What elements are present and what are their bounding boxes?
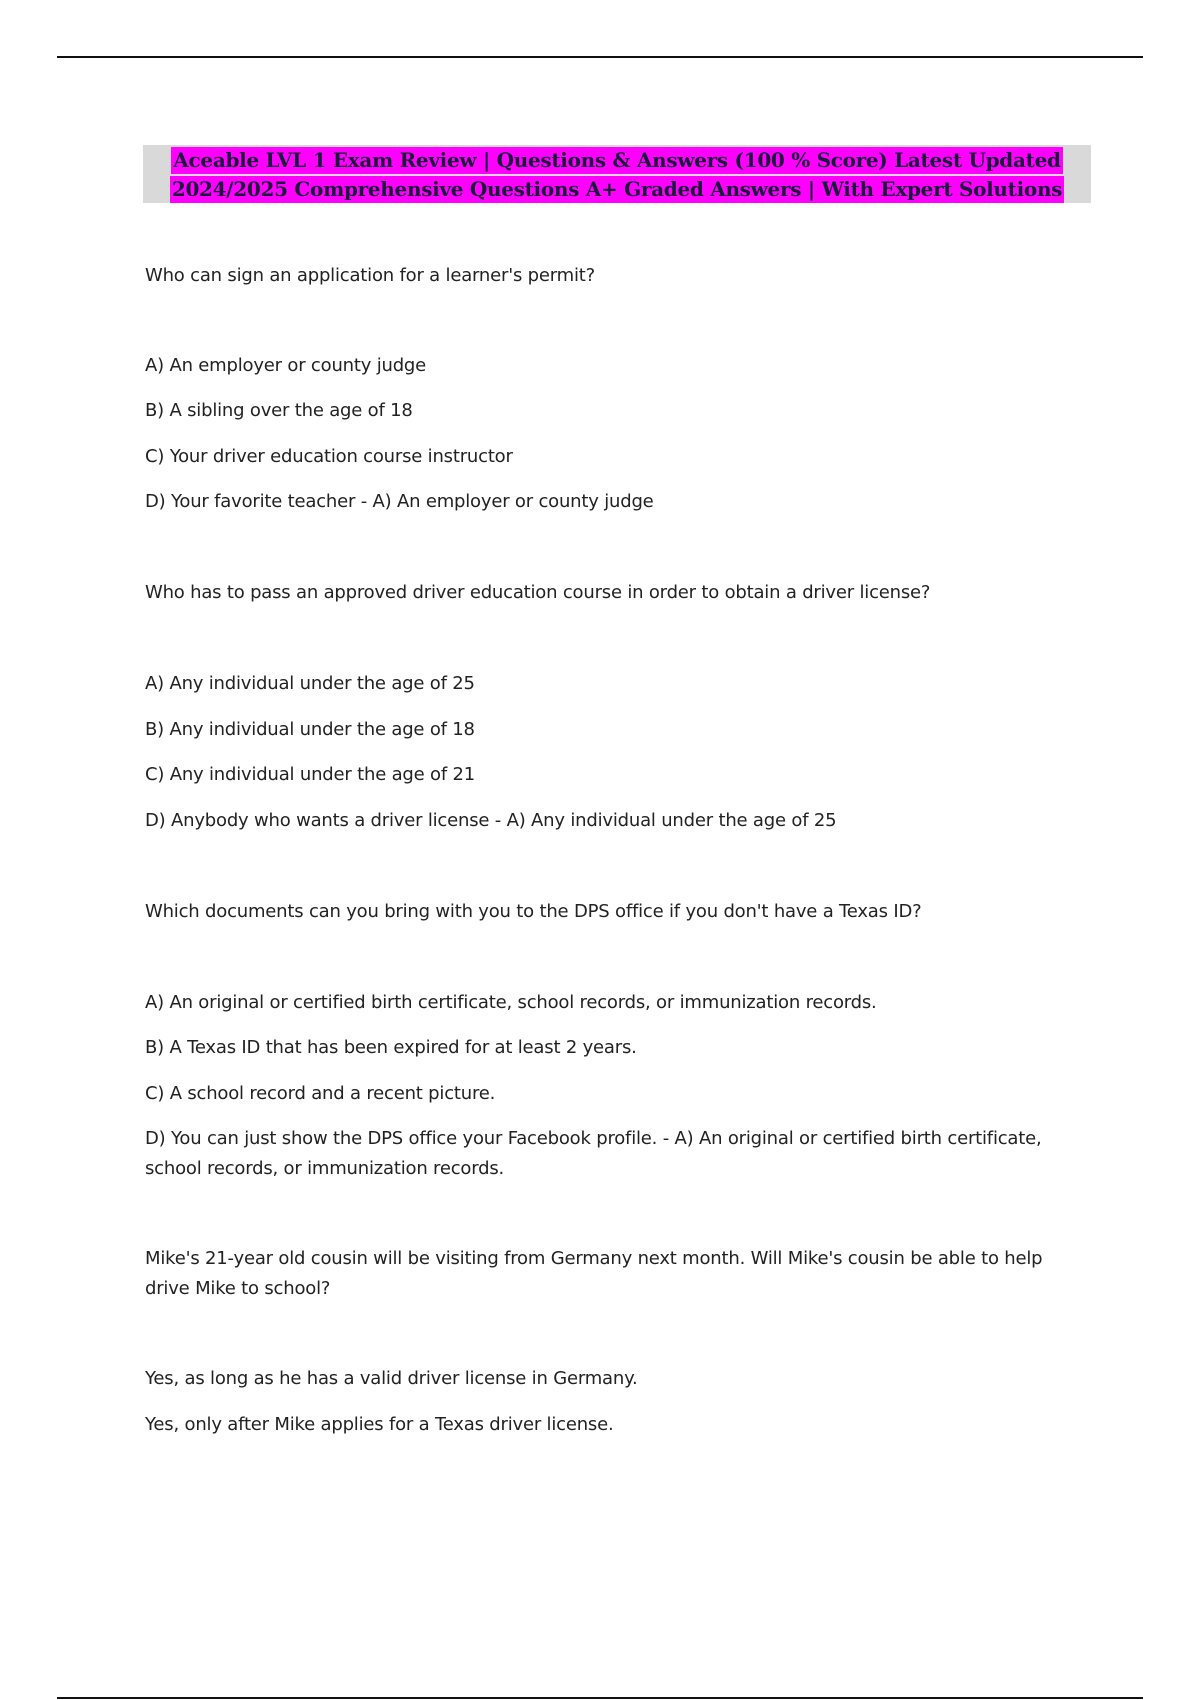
q2-option-b: B) Any individual under the age of 18	[145, 719, 475, 740]
q2-option-c: C) Any individual under the age of 21	[145, 764, 476, 785]
question-2: Who has to pass an approved driver education course in order to obtain a driver license?	[145, 582, 931, 603]
q1-option-d-answer: D) Your favorite teacher - A) An employer or county judge	[145, 491, 654, 512]
title-line-1: Aceable LVL 1 Exam Review | Questions & Answers (100 % Score) Latest Updated	[173, 148, 1061, 172]
title-line-2: 2024/2025 Comprehensive Questions A+ Graded Answers | With Expert Solutions	[171, 177, 1063, 201]
q3-option-b: B) A Texas ID that has been expired for at least 2 years.	[145, 1037, 637, 1058]
q4-option-1: Yes, as long as he has a valid driver license in Germany.	[145, 1368, 638, 1389]
q2-option-a: A) Any individual under the age of 25	[145, 673, 475, 694]
question-4: Mike's 21-year old cousin will be visiting from Germany next month. Will Mike's cousin be able to help drive Mike to school?	[145, 1248, 1043, 1299]
q1-option-c: C) Your driver education course instructor	[145, 446, 513, 467]
document-title	[143, 145, 1091, 203]
question-1: Who can sign an application for a learner's permit?	[145, 265, 595, 286]
q3-option-a: A) An original or certified birth certificate, school records, or immunization records.	[145, 992, 877, 1013]
q3-option-d-answer: D) You can just show the DPS office your Facebook profile. - A) An original or certified birth certificate, school records, or immunization records.	[145, 1128, 1042, 1179]
q1-option-b: B) A sibling over the age of 18	[145, 400, 413, 421]
q4-option-2: Yes, only after Mike applies for a Texas driver license.	[145, 1414, 614, 1435]
top-divider	[57, 56, 1143, 58]
question-3: Which documents can you bring with you to the DPS office if you don't have a Texas ID?	[145, 901, 922, 922]
q3-option-c: C) A school record and a recent picture.	[145, 1083, 496, 1104]
q1-option-a: A) An employer or county judge	[145, 355, 427, 376]
bottom-divider	[57, 1697, 1143, 1699]
q2-option-d-answer: D) Anybody who wants a driver license - A) Any individual under the age of 25	[145, 810, 837, 831]
